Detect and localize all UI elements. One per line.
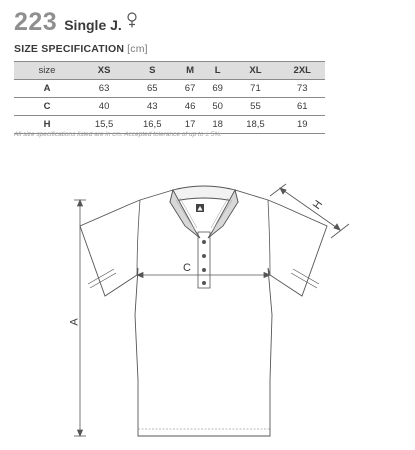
button — [202, 281, 205, 284]
table-cell: 71 — [231, 80, 279, 98]
product-code: 223 — [14, 8, 58, 36]
header-cell-xs: XS — [80, 62, 128, 80]
header-cell-l: L — [204, 62, 232, 80]
header-cell-s: S — [128, 62, 176, 80]
size-table — [14, 61, 325, 134]
button — [202, 268, 205, 271]
row-label: H — [14, 116, 80, 134]
brand-tag-icon — [196, 204, 204, 212]
product-name: Single J. — [64, 17, 122, 33]
table-header-row — [14, 62, 325, 80]
spec-unit: [cm] — [127, 43, 148, 55]
dimension-label-a: A — [68, 318, 81, 326]
tolerance-note: All size specifications listed are in cm. Accepted tolerance of up to ± 5%. — [14, 131, 222, 138]
polo-shirt-technical-drawing — [0, 150, 415, 450]
table-cell: 61 — [280, 98, 325, 116]
header-cell-m: M — [176, 62, 204, 80]
table-cell: 15,5 — [80, 116, 128, 134]
size-specification-title — [14, 43, 148, 55]
table-row — [14, 98, 325, 116]
header-cell-2xl: 2XL — [280, 62, 325, 80]
table-cell: 46 — [176, 98, 204, 116]
table-cell: 67 — [176, 80, 204, 98]
table-cell: 18 — [204, 116, 232, 134]
row-label: A — [14, 80, 80, 98]
table-cell: 73 — [280, 80, 325, 98]
dimension-label-c: C — [183, 262, 191, 274]
table-row — [14, 80, 325, 98]
button — [202, 240, 205, 243]
table-cell: 55 — [231, 98, 279, 116]
dimension-label-h: H — [310, 198, 326, 212]
table-cell: 18,5 — [231, 116, 279, 134]
table-cell: 40 — [80, 98, 128, 116]
spec-title-text: SIZE SPECIFICATION — [14, 43, 125, 55]
table-cell: 69 — [204, 80, 232, 98]
table-cell: 65 — [128, 80, 176, 98]
header-cell-size: size — [14, 62, 80, 80]
table-cell: 50 — [204, 98, 232, 116]
product-header — [14, 8, 138, 36]
row-label: C — [14, 98, 80, 116]
table-cell: 43 — [128, 98, 176, 116]
button — [202, 254, 205, 257]
table-cell: 17 — [176, 116, 204, 134]
header-cell-xl: XL — [231, 62, 279, 80]
table-cell: 63 — [80, 80, 128, 98]
table-cell: 16,5 — [128, 116, 176, 134]
female-symbol-icon — [126, 12, 138, 28]
shirt-outline — [80, 190, 327, 436]
table-cell: 19 — [280, 116, 325, 134]
